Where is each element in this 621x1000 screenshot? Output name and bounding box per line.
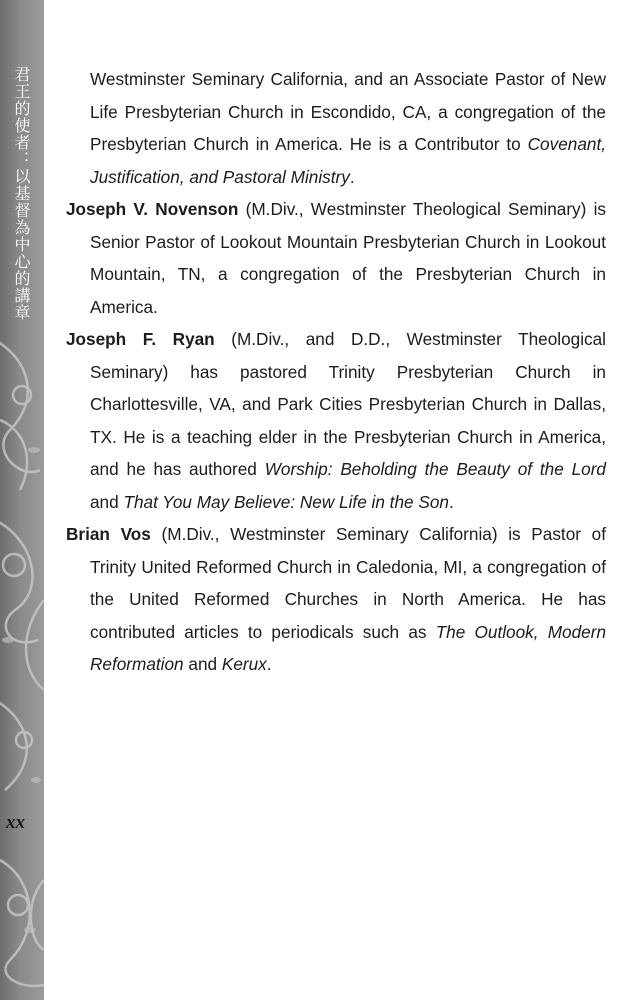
page-number: xx <box>6 812 25 833</box>
book-title: Worship: Beholding the Beauty of the Lord <box>264 459 606 479</box>
contributor-name: Joseph V. Novenson <box>66 199 239 219</box>
entry-ryan <box>66 323 606 518</box>
entry-text: (M.Div., Westminster Theological Seminary) is Senior Pastor of Lookout Mountain Presbyterian Church in Lookout Mountain, TN, a congregation of the Presbyterian Church in America. <box>90 199 607 317</box>
entry-text: . <box>349 166 355 187</box>
entry-continued <box>66 63 606 193</box>
entry-text: Westminster Seminary California, and an Associate Pastor of New Life Presbyterian Church in Escondido, CA, a congregation of the Presbyterian Church in America. He is a Contributor to <box>90 69 606 154</box>
contributor-name: Brian Vos <box>66 524 151 544</box>
entry-text: and <box>90 491 124 512</box>
book-title: That You May Believe: New Life in the Son <box>123 491 449 512</box>
entry-text: . <box>266 654 272 674</box>
book-title-vertical: 君王的使者：以基督為中心的講章 <box>12 66 31 321</box>
contributor-name: Joseph F. Ryan <box>66 329 215 349</box>
entry-text: . <box>448 491 454 512</box>
book-title: The Outlook, Modern Reformation <box>90 621 607 674</box>
entry-text: (M.Div., and D.D., Westminster Theological Seminary) has pastored Trinity Presbyterian Church in Charlottesville, VA, and Park Cities Presbyterian Church in Dallas, TX. He is a teaching elder in the Presbyterian Church in America, and he has authored <box>90 329 606 479</box>
sidebar <box>0 0 44 1000</box>
entry-text: and <box>183 654 222 674</box>
entry-novenson <box>66 193 606 323</box>
contributors-list <box>66 63 606 681</box>
entry-vos <box>66 518 606 681</box>
book-title: Covenant, Justification, and Pastoral Ministry <box>90 134 606 187</box>
book-title: Kerux <box>221 654 267 674</box>
entry-text: (M.Div., Westminster Seminary California) is Pastor of Trinity United Reformed Church in Caledonia, MI, a congregation of the United Reformed Churches in North America. He has contributed articles to periodicals such as <box>90 524 606 642</box>
